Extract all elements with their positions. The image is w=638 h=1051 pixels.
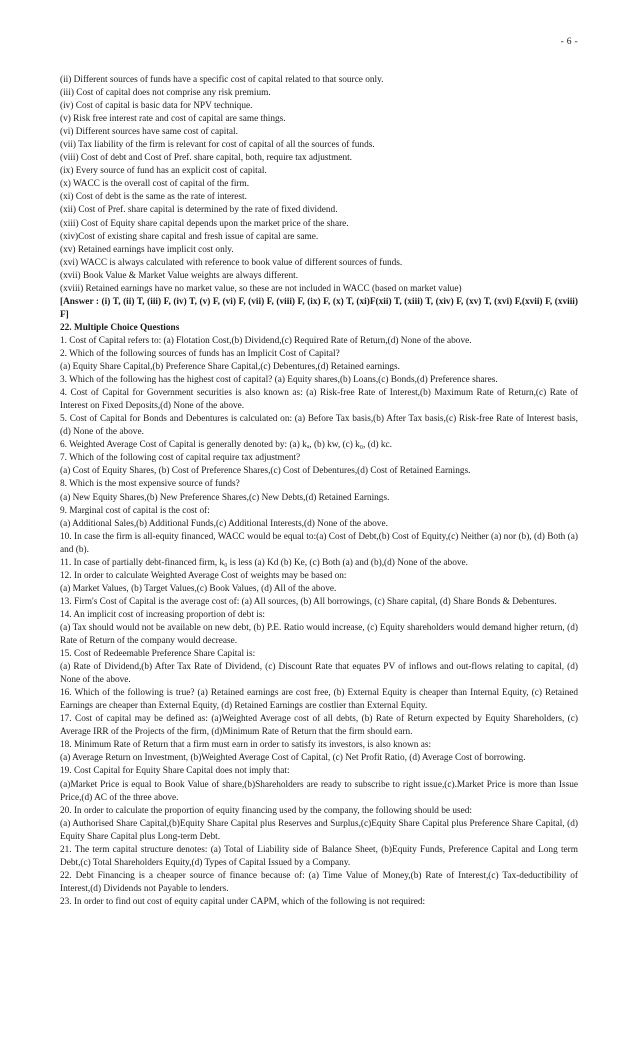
text-line: (a) Rate of Dividend,(b) After Tax Rate of Dividend, (c) Discount Rate that equates PV of inflows and out-flows relating to capital, (d) None of the above.: [60, 662, 578, 686]
text-line: (a) Average Return on Investment, (b)Weighted Average Cost of Capital, (c) Net Profit Ratio, (d) Average Cost of borrowing.: [60, 753, 526, 764]
text-line: (xviii) Retained earnings have no market value, so these are not included in WACC (based on market value): [60, 283, 462, 294]
text-line: 13. Firm's Cost of Capital is the average cost of: (a) All sources, (b) All borrowings, (c) Share capital, (d) Share Bonds & Debentures.: [60, 596, 557, 607]
text-line: (a) Equity Share Capital,(b) Preference Share Capital,(c) Debentures,(d) Retained earnings.: [60, 362, 400, 373]
page-number: - 6 -: [560, 37, 578, 47]
text-line: 20. In order to calculate the proportion of equity financing used by the company, the following should be used:: [60, 805, 472, 816]
text-line: 8. Which is the most expensive source of funds?: [60, 479, 240, 490]
text-line: 10. In case the firm is all-equity financed, WACC would be equal to:(a) Cost of Debt,(b) Cost of Equity,(c) Neither (a) nor (b), (d) Both (a) and (b).: [60, 531, 578, 555]
text-line: (a) Authorised Share Capital,(b)Equity Share Capital plus Reserves and Surplus,(c)Equity Share Capital plus Preference Share Capital, (d) Equity Share Capital plus Long-term Debt.: [60, 818, 578, 842]
text-line: 19. Cost Capital for Equity Share Capital does not imply that:: [60, 766, 290, 777]
text-line: (viii) Cost of debt and Cost of Pref. share capital, both, require tax adjustment.: [60, 153, 353, 164]
text-line: 1. Cost of Capital refers to: (a) Flotation Cost,(b) Dividend,(c) Required Rate of Return,(d) None of the above.: [60, 335, 472, 346]
text-line: (v) Risk free interest rate and cost of capital are same things.: [60, 114, 286, 125]
text-line: (x) WACC is the overall cost of capital of the firm.: [60, 179, 250, 190]
text-line: 7. Which of the following cost of capital require tax adjustment?: [60, 453, 301, 464]
text-line: 12. In order to calculate Weighted Average Cost of weights may be based on:: [60, 570, 347, 581]
text-line: (xi) Cost of debt is the same as the rate of interest.: [60, 192, 247, 203]
text-line: 21. The term capital structure denotes: (a) Total of Liability side of Balance Sheet, (b)Equity Funds, Preference Capital and Long term Debt,(c) Total Shareholders Equity,(d) Types of Capital Issued by a Company.: [60, 844, 578, 868]
text-line: (xiv)Cost of existing share capital and fresh issue of capital are same.: [60, 231, 319, 242]
text-line: (xii) Cost of Pref. share capital is determined by the rate of fixed dividend.: [60, 205, 338, 216]
text-line: 16. Which of the following is true? (a) Retained earnings are cost free, (b) External Equity is cheaper than Internal Equity, (c) Retained Earnings are cheaper than External Equity, (d) Retained Earnings are costlier than External Equity.: [60, 688, 578, 712]
text-line: 23. In order to find out cost of equity capital under CAPM, which of the following is not required:: [60, 896, 426, 907]
text-line: (vi) Different sources have same cost of capital.: [60, 127, 238, 138]
text-line: (iv) Cost of capital is basic data for NPV technique.: [60, 101, 253, 112]
text-line: 22. Debt Financing is a cheaper source of finance because of: (a) Time Value of Money,(b) Rate of Interest,(c) Tax-deductibility of Interest,(d) Dividends not Payable to lenders.: [60, 870, 578, 894]
text-line: (a)Market Price is equal to Book Value of share,(b)Shareholders are ready to subscribe to right issue,(c).Market Price is more than Issue Price,(d) AC of the three above.: [60, 779, 578, 803]
text-line: (iii) Cost of capital does not comprise any risk premium.: [60, 88, 271, 99]
text-line: (xvi) WACC is always calculated with reference to book value of different sources of funds.: [60, 257, 403, 268]
text-line: (xv) Retained earnings have implicit cost only.: [60, 244, 234, 255]
text-line: 3. Which of the following has the highest cost of capital? (a) Equity shares,(b) Loans,(c) Bonds,(d) Preference shares.: [60, 375, 498, 386]
text-line: (a) Cost of Equity Shares, (b) Cost of Preference Shares,(c) Cost of Debentures,(d) Cost of Retained Earnings.: [60, 466, 471, 477]
text-line: 6. Weighted Average Cost of Capital is generally denoted by: (a) kₐ, (b) kw, (c) k₀, (d) kc.: [60, 440, 392, 451]
text-line: (xvii) Book Value & Market Value weights are always different.: [60, 270, 299, 281]
text-line: 2. Which of the following sources of funds has an Implicit Cost of Capital?: [60, 348, 340, 359]
document-body: [60, 74, 578, 909]
text-line: 5. Cost of Capital for Bonds and Debentures is calculated on: (a) Before Tax basis,(b) After Tax basis,(c) Risk-free Rate of Interest basis,(d) None of the above.: [60, 414, 578, 438]
heading-line: 22. Multiple Choice Questions: [60, 322, 180, 333]
text-line: (a) New Equity Shares,(b) New Preference Shares,(c) New Debts,(d) Retained Earnings.: [60, 492, 390, 503]
text-line: (xiii) Cost of Equity share capital depends upon the market price of the share.: [60, 218, 349, 229]
text-line: 15. Cost of Redeemable Preference Share Capital is:: [60, 649, 256, 660]
text-line: (a) Tax should would not be available on new debt, (b) P.E. Ratio would increase, (c) Equity shareholders would demand higher return, (d) Rate of Return of the company would decrease.: [60, 622, 578, 647]
text-line: 4. Cost of Capital for Government securities is also known as: (a) Risk-free Rate of Interest,(b) Maximum Rate of Return,(c) Rate of Interest on Fixed Deposits,(d) None of the above.: [60, 388, 578, 412]
text-line: (ix) Every source of fund has an explicit cost of capital.: [60, 166, 267, 177]
text-line: 17. Cost of capital may be defined as: (a)Weighted Average cost of all debts, (b) Rate of Return expected by Equity Shareholders, (c) Average IRR of the Projects of the firm, (d)Minimum Rate of Return that the firm should earn.: [60, 714, 578, 738]
text-line: (a) Additional Sales,(b) Additional Funds,(c) Additional Interests,(d) None of the above.: [60, 518, 388, 529]
heading-line: [Answer : (i) T, (ii) T, (iii) F, (iv) T, (v) F, (vi) F, (vii) F, (viii) F, (ix) F, (x) T, (xi)F(xii) T, (xiii) T, (xiv) F, (xv) T, (xvi) F,(xvii) F, (xviii) F]: [60, 296, 578, 320]
text-line: (a) Market Values, (b) Target Values,(c) Book Values, (d) All of the above.: [60, 583, 337, 594]
text-line: (vii) Tax liability of the firm is relevant for cost of capital of all the sources of funds.: [60, 140, 375, 151]
text-line: (ii) Different sources of funds have a specific cost of capital related to that source only.: [60, 75, 384, 85]
text-line: 14. An implicit cost of increasing proportion of debt is:: [60, 609, 266, 620]
text-line: 11. In case of partially debt-financed firm, k₀ is less (a) Kd (b) Ke, (c) Both (a) and (b),(d) None of the above.: [60, 557, 468, 568]
text-line: 18. Minimum Rate of Return that a firm must earn in order to satisfy its investors, is also known as:: [60, 740, 432, 751]
text-line: 9. Marginal cost of capital is the cost of:: [60, 505, 210, 516]
